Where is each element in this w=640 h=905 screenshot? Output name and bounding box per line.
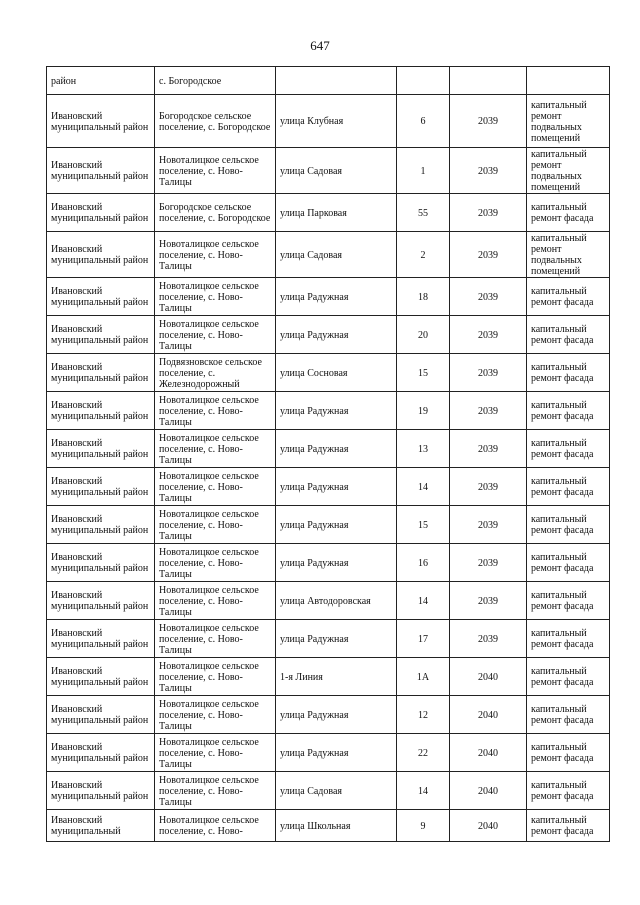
table-row bbox=[47, 772, 610, 810]
street-cell: улица Радужная bbox=[276, 430, 397, 468]
work-type-cell: капитальный ремонт фасада bbox=[527, 506, 610, 544]
house-number-cell: 15 bbox=[397, 506, 450, 544]
work-type-cell: капитальный ремонт фасада bbox=[527, 620, 610, 658]
year-cell: 2040 bbox=[450, 696, 527, 734]
district-cell: район bbox=[47, 67, 155, 95]
street-cell bbox=[276, 67, 397, 95]
settlement-cell: Новоталицкое сельское поселение, с. Ново-Талицы bbox=[155, 544, 276, 582]
district-cell: Ивановский муниципальный район bbox=[47, 696, 155, 734]
year-cell: 2039 bbox=[450, 148, 527, 194]
table-row bbox=[47, 194, 610, 232]
year-cell: 2039 bbox=[450, 232, 527, 278]
work-type-cell: капитальный ремонт фасада bbox=[527, 316, 610, 354]
table-row bbox=[47, 468, 610, 506]
settlement-cell: Новоталицкое сельское поселение, с. Ново-Талицы bbox=[155, 772, 276, 810]
table-body bbox=[47, 67, 610, 842]
year-cell: 2039 bbox=[450, 544, 527, 582]
district-cell: Ивановский муниципальный район bbox=[47, 544, 155, 582]
settlement-cell: Богородское сельское поселение, с. Богородское bbox=[155, 194, 276, 232]
work-type-cell bbox=[527, 67, 610, 95]
table-row bbox=[47, 148, 610, 194]
work-type-cell: капитальный ремонт фасада bbox=[527, 772, 610, 810]
house-number-cell: 9 bbox=[397, 810, 450, 842]
house-number-cell: 14 bbox=[397, 468, 450, 506]
table-row bbox=[47, 582, 610, 620]
district-cell: Ивановский муниципальный район bbox=[47, 582, 155, 620]
district-cell: Ивановский муниципальный район bbox=[47, 392, 155, 430]
house-number-cell: 1 bbox=[397, 148, 450, 194]
year-cell: 2040 bbox=[450, 658, 527, 696]
district-cell: Ивановский муниципальный район bbox=[47, 95, 155, 148]
district-cell: Ивановский муниципальный район bbox=[47, 620, 155, 658]
settlement-cell: Новоталицкое сельское поселение, с. Ново-Талицы bbox=[155, 430, 276, 468]
street-cell: улица Сосновая bbox=[276, 354, 397, 392]
district-cell: Ивановский муниципальный bbox=[47, 810, 155, 842]
street-cell: улица Радужная bbox=[276, 392, 397, 430]
street-cell: улица Радужная bbox=[276, 506, 397, 544]
year-cell: 2039 bbox=[450, 278, 527, 316]
house-number-cell: 55 bbox=[397, 194, 450, 232]
table-row bbox=[47, 354, 610, 392]
work-type-cell: капитальный ремонт фасада bbox=[527, 194, 610, 232]
work-type-cell: капитальный ремонт фасада bbox=[527, 582, 610, 620]
house-number-cell: 13 bbox=[397, 430, 450, 468]
street-cell: улица Парковая bbox=[276, 194, 397, 232]
table-row bbox=[47, 734, 610, 772]
district-cell: Ивановский муниципальный район bbox=[47, 278, 155, 316]
year-cell: 2039 bbox=[450, 354, 527, 392]
year-cell: 2039 bbox=[450, 430, 527, 468]
work-type-cell: капитальный ремонт подвальных помещений bbox=[527, 148, 610, 194]
settlement-cell: Новоталицкое сельское поселение, с. Ново-Талицы bbox=[155, 278, 276, 316]
house-number-cell: 1А bbox=[397, 658, 450, 696]
settlement-cell: Новоталицкое сельское поселение, с. Ново-Талицы bbox=[155, 506, 276, 544]
house-number-cell: 12 bbox=[397, 696, 450, 734]
street-cell: улица Радужная bbox=[276, 468, 397, 506]
year-cell: 2039 bbox=[450, 468, 527, 506]
house-number-cell: 20 bbox=[397, 316, 450, 354]
year-cell: 2039 bbox=[450, 392, 527, 430]
page-number: 647 bbox=[310, 38, 330, 53]
district-cell: Ивановский муниципальный район bbox=[47, 506, 155, 544]
house-number-cell: 14 bbox=[397, 772, 450, 810]
settlement-cell: Новоталицкое сельское поселение, с. Ново-Талицы bbox=[155, 392, 276, 430]
year-cell: 2039 bbox=[450, 316, 527, 354]
table-row bbox=[47, 696, 610, 734]
street-cell: улица Клубная bbox=[276, 95, 397, 148]
house-number-cell: 16 bbox=[397, 544, 450, 582]
house-number-cell: 15 bbox=[397, 354, 450, 392]
district-cell: Ивановский муниципальный район bbox=[47, 316, 155, 354]
year-cell: 2039 bbox=[450, 506, 527, 544]
work-type-cell: капитальный ремонт фасада bbox=[527, 354, 610, 392]
district-cell: Ивановский муниципальный район bbox=[47, 232, 155, 278]
house-number-cell bbox=[397, 67, 450, 95]
district-cell: Ивановский муниципальный район bbox=[47, 468, 155, 506]
street-cell: улица Радужная bbox=[276, 696, 397, 734]
settlement-cell: Новоталицкое сельское поселение, с. Ново-Талицы bbox=[155, 620, 276, 658]
street-cell: улица Радужная bbox=[276, 620, 397, 658]
settlement-cell: Новоталицкое сельское поселение, с. Ново-Талицы bbox=[155, 658, 276, 696]
work-type-cell: капитальный ремонт фасада bbox=[527, 734, 610, 772]
table-row bbox=[47, 392, 610, 430]
settlement-cell: Новоталицкое сельское поселение, с. Ново-Талицы bbox=[155, 148, 276, 194]
year-cell: 2039 bbox=[450, 620, 527, 658]
street-cell: улица Садовая bbox=[276, 148, 397, 194]
house-number-cell: 17 bbox=[397, 620, 450, 658]
table-row bbox=[47, 67, 610, 95]
year-cell: 2040 bbox=[450, 810, 527, 842]
table-row bbox=[47, 544, 610, 582]
street-cell: улица Школьная bbox=[276, 810, 397, 842]
district-cell: Ивановский муниципальный район bbox=[47, 734, 155, 772]
district-cell: Ивановский муниципальный район bbox=[47, 772, 155, 810]
street-cell: улица Радужная bbox=[276, 278, 397, 316]
house-number-cell: 18 bbox=[397, 278, 450, 316]
settlement-cell: Новоталицкое сельское поселение, с. Ново-Талицы bbox=[155, 582, 276, 620]
work-type-cell: капитальный ремонт фасада bbox=[527, 544, 610, 582]
work-type-cell: капитальный ремонт фасада bbox=[527, 810, 610, 842]
settlement-cell: Новоталицкое сельское поселение, с. Ново-Талицы bbox=[155, 734, 276, 772]
settlement-cell: Новоталицкое сельское поселение, с. Ново-Талицы bbox=[155, 468, 276, 506]
house-number-cell: 19 bbox=[397, 392, 450, 430]
settlement-cell: Богородское сельское поселение, с. Богородское bbox=[155, 95, 276, 148]
district-cell: Ивановский муниципальный район bbox=[47, 354, 155, 392]
work-type-cell: капитальный ремонт фасада bbox=[527, 278, 610, 316]
house-number-cell: 22 bbox=[397, 734, 450, 772]
settlement-cell: Новоталицкое сельское поселение, с. Ново-Талицы bbox=[155, 316, 276, 354]
year-cell: 2039 bbox=[450, 95, 527, 148]
district-cell: Ивановский муниципальный район bbox=[47, 658, 155, 696]
work-type-cell: капитальный ремонт фасада bbox=[527, 468, 610, 506]
settlement-cell: Подвязновское сельское поселение, с. Железнодорожный bbox=[155, 354, 276, 392]
district-cell: Ивановский муниципальный район bbox=[47, 430, 155, 468]
table-row bbox=[47, 430, 610, 468]
table-row bbox=[47, 506, 610, 544]
district-cell: Ивановский муниципальный район bbox=[47, 194, 155, 232]
work-type-cell: капитальный ремонт фасада bbox=[527, 658, 610, 696]
street-cell: улица Садовая bbox=[276, 232, 397, 278]
year-cell: 2040 bbox=[450, 734, 527, 772]
street-cell: улица Радужная bbox=[276, 316, 397, 354]
year-cell: 2040 bbox=[450, 772, 527, 810]
table-row bbox=[47, 658, 610, 696]
year-cell: 2039 bbox=[450, 194, 527, 232]
repair-schedule-table bbox=[46, 66, 610, 842]
settlement-cell: Новоталицкое сельское поселение, с. Ново- bbox=[155, 810, 276, 842]
street-cell: улица Радужная bbox=[276, 544, 397, 582]
work-type-cell: капитальный ремонт фасада bbox=[527, 696, 610, 734]
year-cell bbox=[450, 67, 527, 95]
table-row bbox=[47, 95, 610, 148]
street-cell: улица Автодоровская bbox=[276, 582, 397, 620]
house-number-cell: 2 bbox=[397, 232, 450, 278]
settlement-cell: с. Богородское bbox=[155, 67, 276, 95]
street-cell: улица Радужная bbox=[276, 734, 397, 772]
district-cell: Ивановский муниципальный район bbox=[47, 148, 155, 194]
settlement-cell: Новоталицкое сельское поселение, с. Ново-Талицы bbox=[155, 696, 276, 734]
settlement-cell: Новоталицкое сельское поселение, с. Ново-Талицы bbox=[155, 232, 276, 278]
year-cell: 2039 bbox=[450, 582, 527, 620]
table-row bbox=[47, 278, 610, 316]
work-type-cell: капитальный ремонт подвальных помещений bbox=[527, 232, 610, 278]
house-number-cell: 6 bbox=[397, 95, 450, 148]
street-cell: 1-я Линия bbox=[276, 658, 397, 696]
work-type-cell: капитальный ремонт подвальных помещений bbox=[527, 95, 610, 148]
work-type-cell: капитальный ремонт фасада bbox=[527, 430, 610, 468]
table-row bbox=[47, 620, 610, 658]
table-row bbox=[47, 232, 610, 278]
work-type-cell: капитальный ремонт фасада bbox=[527, 392, 610, 430]
street-cell: улица Садовая bbox=[276, 772, 397, 810]
table-row bbox=[47, 810, 610, 842]
table-row bbox=[47, 316, 610, 354]
house-number-cell: 14 bbox=[397, 582, 450, 620]
